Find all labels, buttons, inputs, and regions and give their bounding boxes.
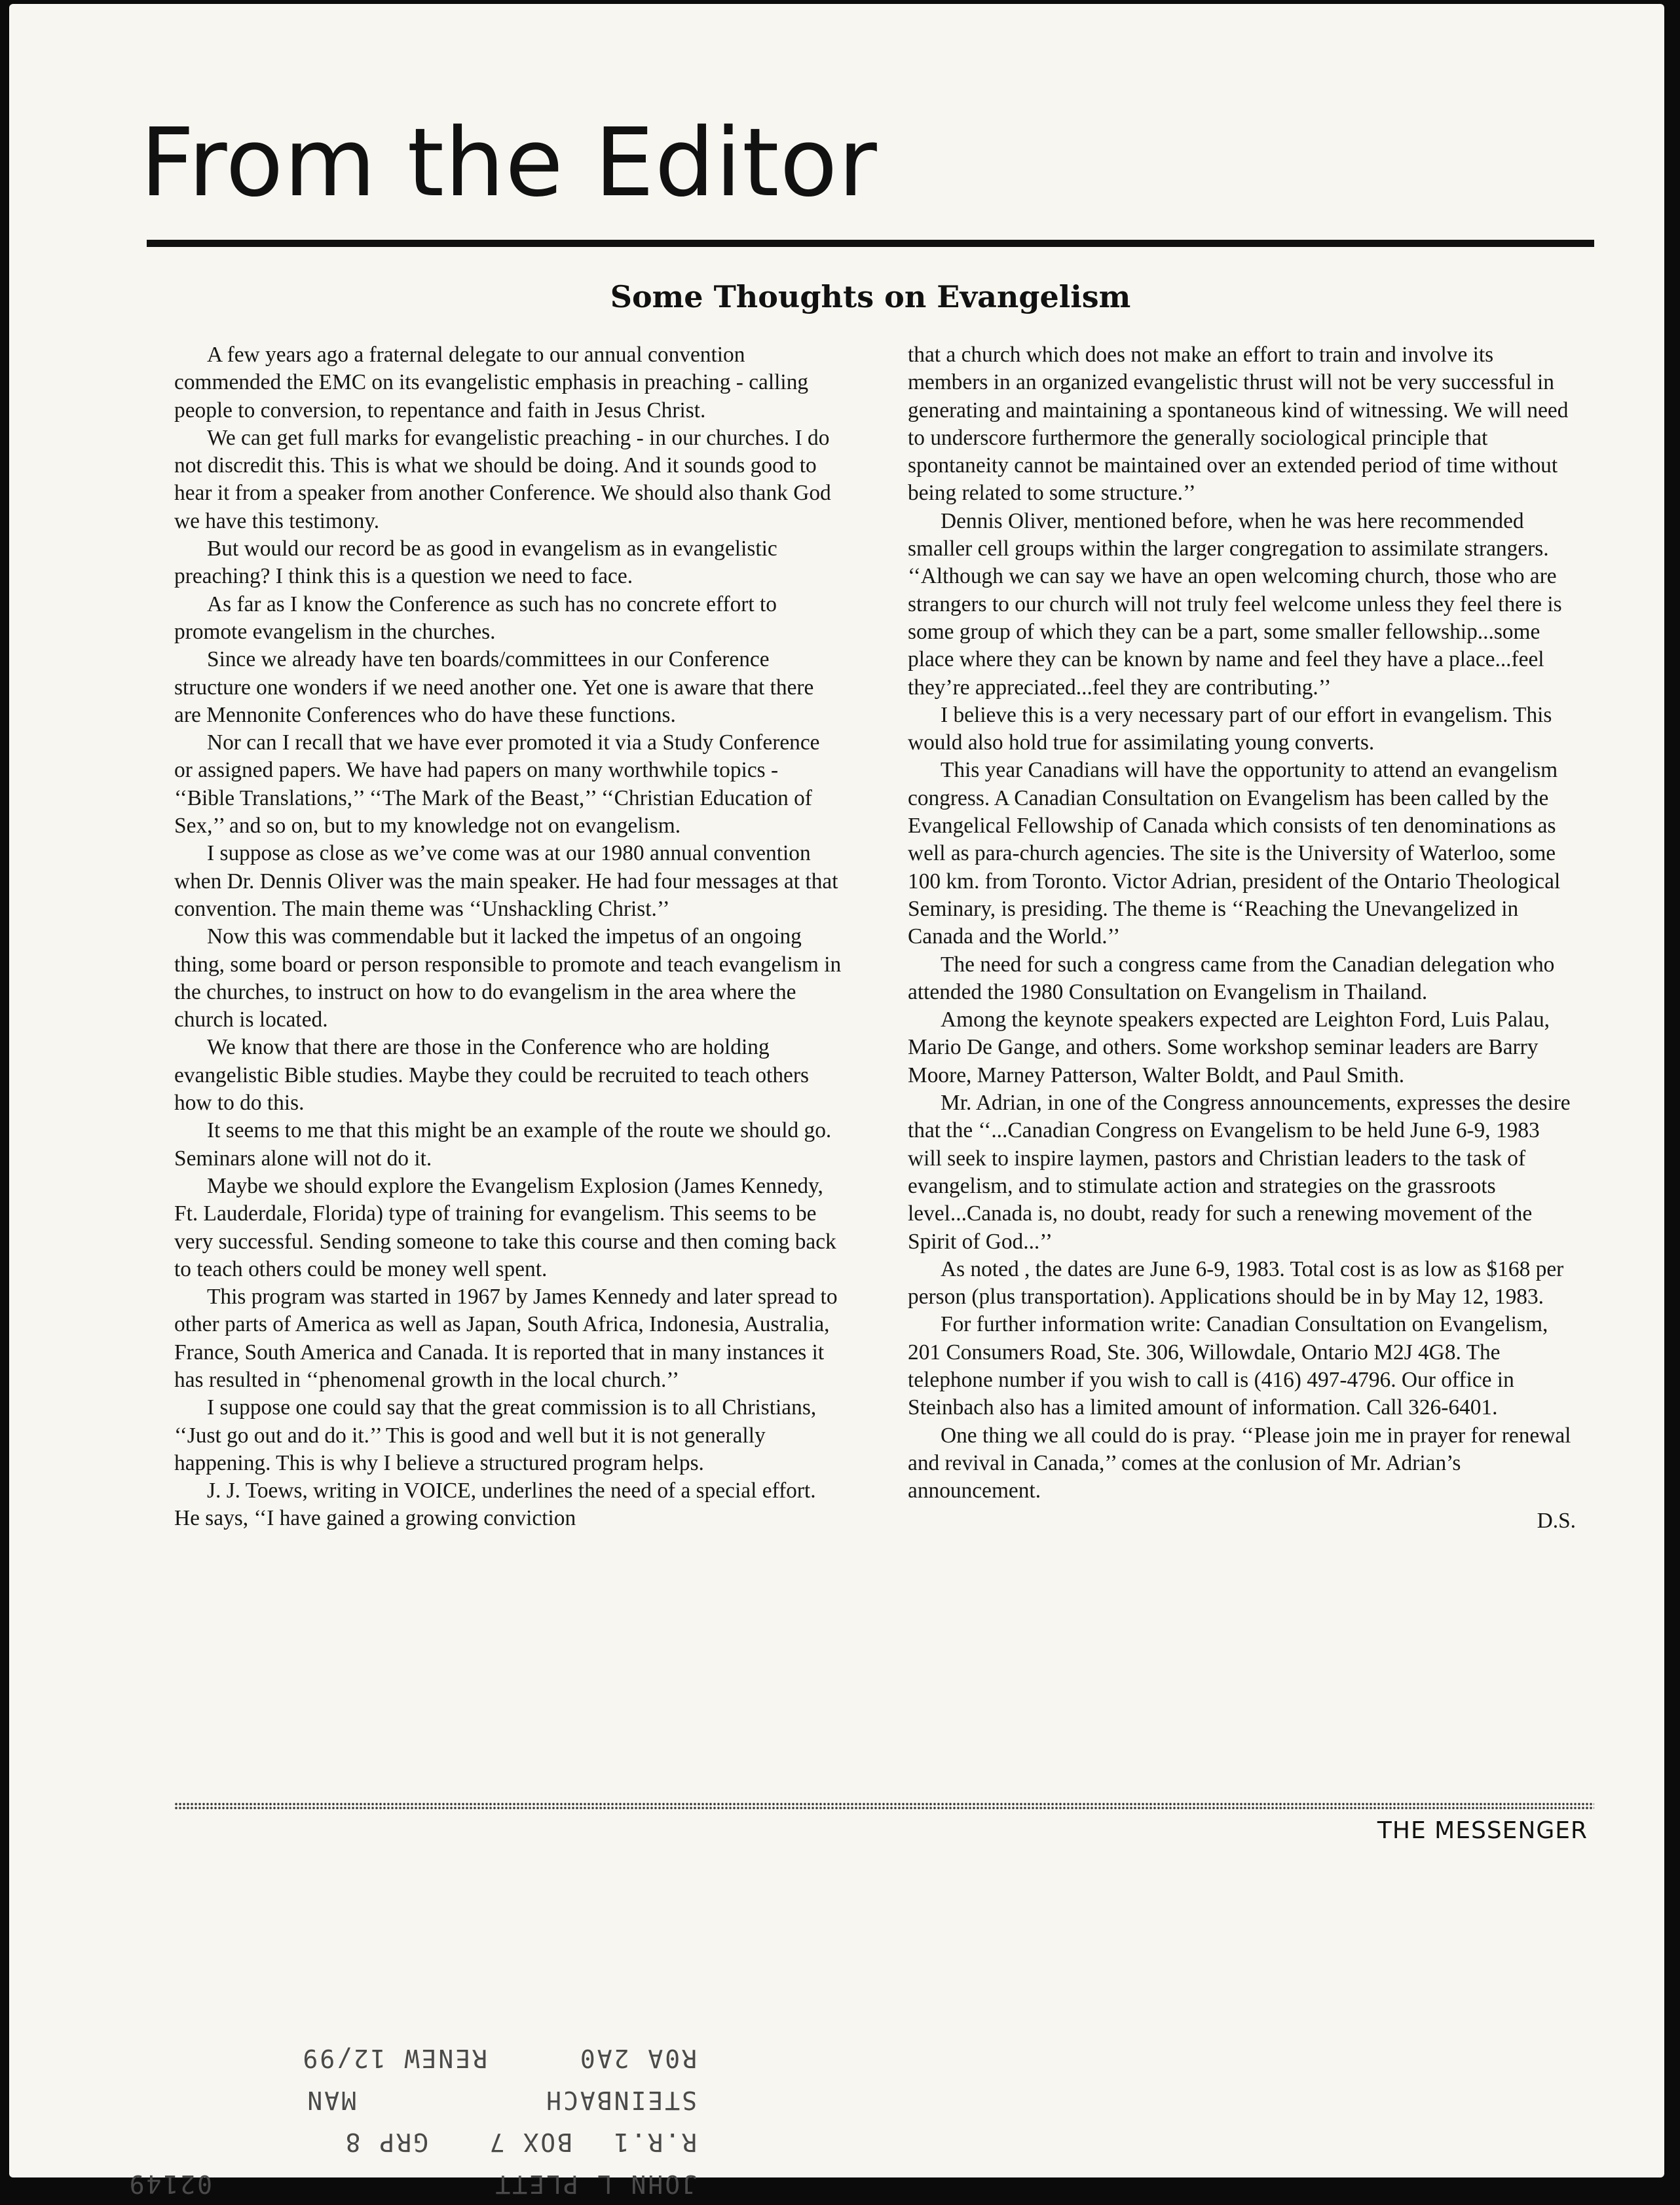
heading-rule <box>147 240 1594 247</box>
paragraph: We know that there are those in the Conference who are holding evangelistic Bible studies. Maybe they could be recruited to teach others how to do this. <box>174 1035 809 1116</box>
label-renew: RENEW 12/99 <box>301 2044 487 2073</box>
paragraph: Among the keynote speakers expected are Leighton Ford, Luis Palau, Mario De Gange, and others. Some workshop seminar leaders are Barry Moore, Marney Patterson, Walter Boldt, and Paul Smith. <box>908 1008 1550 1087</box>
label-town: STEINBACH <box>544 2086 697 2115</box>
section-heading: From the Editor <box>140 107 878 217</box>
author-signature: D.S. <box>1537 1509 1576 1534</box>
label-line-route <box>101 2121 723 2163</box>
label-name: JOHN L PLETT <box>493 2170 697 2198</box>
article-column-right <box>908 341 1576 1536</box>
magazine-page <box>9 4 1664 2198</box>
paragraph: Since we already have ten boards/committees in our Conference structure one wonders if we need another one. Yet one is aware that there are Mennonite Conferences who do have these functions. <box>174 647 814 727</box>
paragraph: that a church which does not make an effort to train and involve its members in an organized evangelistic thrust will not be very successful in generating and maintaining a spontaneous kind of witnessing. We will need to underscore furthermore the generally sociological principle that spontaneity cannot be maintained over an extended period of time without being related to some structure.’’ <box>908 343 1569 506</box>
paragraph: For further information write: Canadian Consultation on Evangelism, 201 Consumers Road, Ste. 306, Willowdale, Ontario M2J 4G8. The telephone number if you wish to call is (416) 497-4796. Our office in Steinbach also has a limited amount of information. Call 326-6401. <box>908 1312 1548 1420</box>
label-id: 02149 <box>127 2170 212 2198</box>
paragraph: It seems to me that this might be an example of the route we should go. Seminars alone will not do it. <box>174 1118 832 1171</box>
paragraph: Mr. Adrian, in one of the Congress announcements, expresses the desire that the ‘‘...Canadian Congress on Evangelism to be held June 6-9, 1983 will seek to inspire laymen, pastors and Christian leaders to the task of evangelism, and to stimulate action and strategies on the grassroots level...Canada is, no doubt, ready for such a renewing movement of the Spirit of God...’’ <box>908 1091 1571 1254</box>
footer-divider <box>174 1802 1594 1810</box>
paragraph: Now this was commendable but it lacked the impetus of an ongoing thing, some board or person responsible to promote and teach evangelism in the churches, to instruct on how to do evangelism in the area where the church is located. <box>174 924 842 1032</box>
label-province: MAN <box>305 2086 356 2115</box>
label-box: BOX 7 <box>487 2128 572 2157</box>
paragraph: I suppose as close as we’ve come was at our 1980 annual convention when Dr. Dennis Oliver was the main speaker. He had four messages at that convention. The main theme was ‘‘Unshackling Christ.’’ <box>174 841 838 921</box>
paragraph: This year Canadians will have the opportunity to attend an evangelism congress. A Canadian Consultation on Evangelism has been called by the Evangelical Fellowship of Canada which consists of ten denominations as well as para-church agencies. The site is the University of Waterloo, some 100 km. from Toronto. Victor Adrian, president of the Ontario Theological Seminary, is presiding. The theme is ‘‘Reaching the Unevangelized in Canada and the World.’’ <box>908 758 1561 949</box>
label-group: GRP 8 <box>343 2128 428 2157</box>
paragraph: We can get full marks for evangelistic preaching - in our churches. I do not discredit this. This is what we should be doing. And it sounds good to hear it from a speaker from another Conference. We should also thank God we have this testimony. <box>174 425 831 533</box>
label-route: R.R.1 <box>612 2128 697 2157</box>
article-column-left <box>174 341 842 1533</box>
paragraph: I believe this is a very necessary part of our effort in evangelism. This would also hold true for assimilating young converts. <box>908 702 1552 755</box>
label-line-town <box>101 2079 723 2121</box>
paragraph: J. J. Toews, writing in VOICE, underlines the need of a special effort. He says, ‘‘I have gained a growing conviction <box>174 1479 816 1531</box>
paragraph: I suppose one could say that the great commission is to all Christians, ‘‘Just go out and do it.’’ This is good and well but it is not generally happening. This is why I believe a structured program helps. <box>174 1395 817 1475</box>
mailing-label <box>101 2008 723 2205</box>
paragraph: One thing we all could do is pray. ‘‘Please join me in prayer for renewal and revival in Canada,’’ comes at the conlusion of Mr. Adrian’s announcement. <box>908 1423 1571 1503</box>
paragraph: Maybe we should explore the Evangelism Explosion (James Kennedy, Ft. Lauderdale, Florida) type of training for evangelism. This seems to be very successful. Sending someone to take this course and then coming back to teach others could be money well spent. <box>174 1173 836 1281</box>
paragraph: Nor can I recall that we have ever promoted it via a Study Conference or assigned papers. We have had papers on many worthwhile topics - ‘‘Bible Translations,’’ ‘‘The Mark of the Beast,’’ ‘‘Christian Education of Sex,’’ and so on, but to my knowledge not on evangelism. <box>174 730 820 839</box>
paragraph: But would our record be as good in evangelism as in evangelistic preaching? I think this is a question we need to face. <box>174 537 777 589</box>
paragraph: As noted , the dates are June 6-9, 1983. Total cost is as low as $168 per person (plus transportation). Applications should be in by May 12, 1983. <box>908 1256 1564 1310</box>
paragraph: As far as I know the Conference as such has no concrete effort to promote evangelism in the churches. <box>174 592 777 644</box>
paragraph: A few years ago a fraternal delegate to our annual convention commended the EMC on its evangelistic emphasis in preaching - calling people to conversion, to repentance and faith in Jesus Christ. <box>174 343 809 423</box>
paragraph: Dennis Oliver, mentioned before, when he was here recommended smaller cell groups within the larger congregation to assimilate strangers. ‘‘Although we can say we have an open welcoming church, those who are strangers to our church will not truly feel welcome unless they feel there is some group of which they can be a part, some smaller fellowship...some place where they can be known by name and feel they have a place...feel they’re appreciated...feel they are contributing.’’ <box>908 508 1562 700</box>
label-postal-code: R0A 2A0 <box>578 2044 697 2073</box>
article-title: Some Thoughts on Evangelism <box>610 279 1131 314</box>
paragraph: This program was started in 1967 by James Kennedy and later spread to other parts of America as well as Japan, South Africa, Indonesia, Australia, France, South America and Canada. It is reported that in many instances it has resulted in ‘‘phenomenal growth in the local church.’’ <box>174 1285 838 1392</box>
label-line-postal <box>101 2037 723 2079</box>
publication-name: THE MESSENGER <box>1377 1817 1588 1844</box>
paragraph: The need for such a congress came from the Canadian delegation who attended the 1980 Consultation on Evangelism in Thailand. <box>908 952 1555 1004</box>
label-line-name <box>101 2163 723 2205</box>
